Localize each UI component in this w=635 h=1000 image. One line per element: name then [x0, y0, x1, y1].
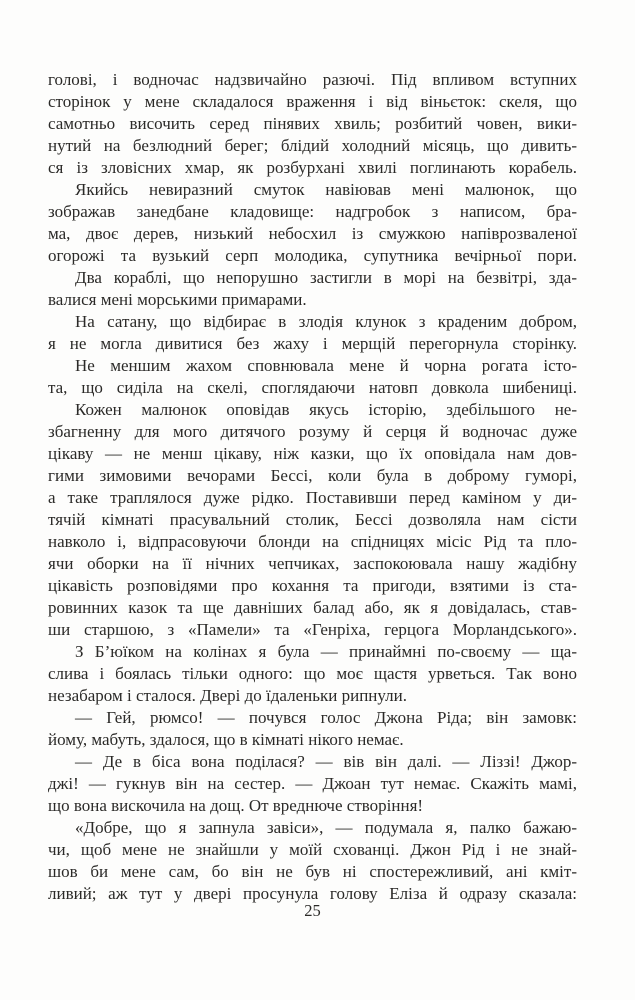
page-number: 25	[304, 901, 321, 920]
text-line: та, що сиділа на скелі, споглядаючи натовп довкола шибениці.	[48, 378, 577, 397]
text-line: йому, мабуть, здалося, що в кімнаті нікого немає.	[48, 730, 404, 749]
text-line: гими зимовими вечорами Бессі, коли була в доброму гуморі,	[48, 466, 577, 485]
text-line: огорожі та вузький серп молодика, супутника вечірньої пори.	[48, 246, 577, 265]
text-line: — Де в біса вона поділася? — вів він далі. — Ліззі! Джор-	[75, 752, 577, 771]
text-line: цікавість розповідями про кохання та пригоди, взятими із ста-	[48, 576, 577, 595]
text-line: тячій кімнаті прасувальний столик, Бессі дозволяла нам сісти	[48, 510, 577, 529]
text-line: шов би мене сам, бо він не був ні спостережливий, ані кміт-	[48, 862, 577, 881]
text-line: я не могла дивитися без жаху і мерщій перегорнула сторінку.	[48, 334, 577, 353]
text-line: що вона вискочила на дощ. От вреднюче створіння!	[48, 796, 424, 815]
text-line: Не меншим жахом сповнювала мене й чорна рогата істо-	[75, 356, 577, 375]
text-line: чи, щоб мене не знайшли у моїй схованці. Джон Рід і не знай-	[48, 840, 577, 859]
text-line: голові, і водночас надзвичайно разючі. Під впливом вступних	[48, 70, 577, 89]
text-line: а таке траплялося дуже рідко. Поставивши перед каміном у ди-	[48, 488, 577, 507]
text-line: незабаром і сталося. Двері до їдаленьки рипнули.	[48, 686, 407, 705]
text-line: Два кораблі, що непорушно застигли в морі на безвітрі, зда-	[75, 268, 577, 287]
text-line: На сатану, що відбирає в злодія клунок з краденим добром,	[75, 312, 577, 331]
text-line: ма, двоє дерев, низький небосхил із смужкою напіврозваленої	[48, 224, 577, 243]
text-line: зображав занедбане кладовище: надгробок з написом, бра-	[48, 202, 577, 221]
text-line: збагненну для мого дитячого розуму й серця й водночас дуже	[48, 422, 577, 441]
text-block	[48, 69, 577, 905]
text-line: нутий на безлюдний берег; блідий холодний місяць, що дивить-	[48, 136, 577, 155]
text-line: слива і боялась тільки одного: що моє щастя урветься. Так воно	[48, 664, 577, 683]
text-line: ши старшою, з «Памели» та «Генріха, герцога Морландського».	[48, 620, 577, 639]
text-line: — Гей, рюмсо! — почувся голос Джона Ріда; він замовк:	[75, 708, 577, 727]
text-line: ячи оборки на її нічних чепчиках, заспокоювала нашу жадібну	[48, 554, 577, 573]
text-line: ровинних казок та ще давніших балад або, як я довідалась, став-	[48, 598, 577, 617]
text-line: валися мені морськими примарами.	[48, 290, 307, 309]
text-line: джі! — гукнув він на сестер. — Джоан тут немає. Скажіть мамі,	[48, 774, 577, 793]
text-line: ливий; аж тут у двері просунула голову Еліза й одразу сказала:	[48, 884, 577, 903]
text-line: «Добре, що я запнула завіси», — подумала я, палко бажаю-	[75, 818, 577, 837]
text-line: сторінок у мене складалося враження і від віньєток: скеля, що	[48, 92, 577, 111]
text-line: цікаву — не менш цікаву, ніж казки, що їх оповідала нам дов-	[48, 444, 577, 463]
text-line: Якийсь невиразний смуток навіював мені малюнок, що	[75, 180, 577, 199]
text-line: самотньо височить серед пінявих хвиль; розбитий човен, вики-	[48, 114, 577, 133]
text-line: навколо і, відпрасовуючи блонди на спідницях місіс Рід та пло-	[48, 532, 577, 551]
text-line: З Б’юїком на колінах я була — принаймні по-своєму — ща-	[75, 642, 577, 661]
text-line: ся із зловісних хмар, як розбурхані хвилі поглинають корабель.	[48, 158, 577, 177]
text-line: Кожен малюнок оповідав якусь історію, здебільшого не-	[75, 400, 577, 419]
